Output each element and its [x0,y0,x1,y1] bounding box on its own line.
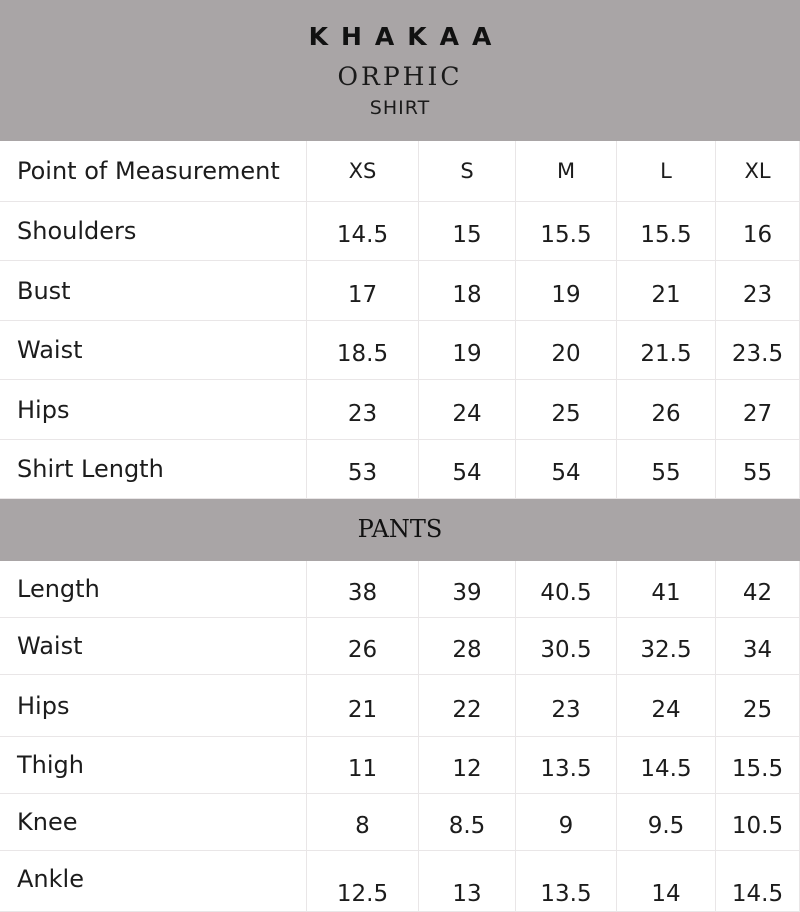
size-header-m: M [516,141,617,202]
measurement-value: 19 [419,321,516,380]
measurement-value: 16 [716,202,800,261]
measurement-value: 53 [307,440,419,499]
measurement-label: Waist [0,618,307,675]
measurement-value: 15 [419,202,516,261]
measurement-value: 15.5 [516,202,617,261]
measurement-value: 21 [617,261,716,321]
measurement-value: 28 [419,618,516,675]
measurement-value: 40.5 [516,561,617,618]
measurement-value: 54 [516,440,617,499]
column-header-label: Point of Measurement [0,141,307,202]
measurement-value: 12.5 [307,851,419,912]
table-row [0,737,800,794]
pants-section-header [0,499,800,561]
measurement-value: 20 [516,321,617,380]
measurement-value: 14.5 [716,851,800,912]
measurement-value: 23 [307,380,419,440]
measurement-value: 24 [419,380,516,440]
measurement-value: 17 [307,261,419,321]
measurement-value: 26 [307,618,419,675]
measurement-value: 8 [307,794,419,851]
measurement-value: 54 [419,440,516,499]
measurement-value: 55 [617,440,716,499]
measurement-value: 15.5 [617,202,716,261]
measurement-value: 19 [516,261,617,321]
table-row [0,380,800,440]
table-row [0,675,800,737]
measurement-value: 26 [617,380,716,440]
measurement-value: 14.5 [617,737,716,794]
measurement-label: Hips [0,380,307,440]
table-row [0,202,800,261]
collection-name: ORPHIC [337,62,463,91]
measurement-value: 13.5 [516,737,617,794]
measurement-value: 23 [516,675,617,737]
measurement-value: 41 [617,561,716,618]
measurement-value: 39 [419,561,516,618]
garment-title: SHIRT [369,97,431,119]
brand-logo-text: KHAKAA [308,22,505,51]
measurement-value: 34 [716,618,800,675]
measurement-label: Shirt Length [0,440,307,499]
measurement-value: 18.5 [307,321,419,380]
measurement-value: 25 [716,675,800,737]
measurement-value: 21 [307,675,419,737]
table-row [0,618,800,675]
measurement-label: Waist [0,321,307,380]
measurement-value: 21.5 [617,321,716,380]
measurement-value: 24 [617,675,716,737]
title-banner [0,0,800,141]
measurement-value: 18 [419,261,516,321]
measurement-value: 25 [516,380,617,440]
table-row [0,321,800,380]
measurement-value: 23.5 [716,321,800,380]
measurement-value: 14 [617,851,716,912]
table-row [0,851,800,912]
measurement-value: 30.5 [516,618,617,675]
measurement-value: 27 [716,380,800,440]
measurement-value: 14.5 [307,202,419,261]
measurement-value: 10.5 [716,794,800,851]
measurement-value: 13 [419,851,516,912]
measurement-value: 38 [307,561,419,618]
measurement-value: 11 [307,737,419,794]
size-header-row [0,141,800,202]
table-row [0,561,800,618]
measurement-label: Thigh [0,737,307,794]
size-header-s: S [419,141,516,202]
measurement-value: 9.5 [617,794,716,851]
table-row [0,440,800,499]
measurement-label: Knee [0,794,307,851]
measurement-value: 22 [419,675,516,737]
size-header-xs: XS [307,141,419,202]
table-row [0,261,800,321]
measurement-label: Length [0,561,307,618]
measurement-value: 13.5 [516,851,617,912]
measurement-value: 15.5 [716,737,800,794]
measurement-label: Bust [0,261,307,321]
measurement-value: 55 [716,440,800,499]
measurement-value: 12 [419,737,516,794]
measurement-label: Shoulders [0,202,307,261]
measurement-value: 9 [516,794,617,851]
measurement-value: 8.5 [419,794,516,851]
measurement-value: 32.5 [617,618,716,675]
measurement-label: Hips [0,675,307,737]
measurement-value: 42 [716,561,800,618]
table-row [0,794,800,851]
size-header-xl: XL [716,141,800,202]
size-header-l: L [617,141,716,202]
measurement-value: 23 [716,261,800,321]
section-title: PANTS [357,515,443,543]
measurement-label: Ankle [0,851,307,912]
